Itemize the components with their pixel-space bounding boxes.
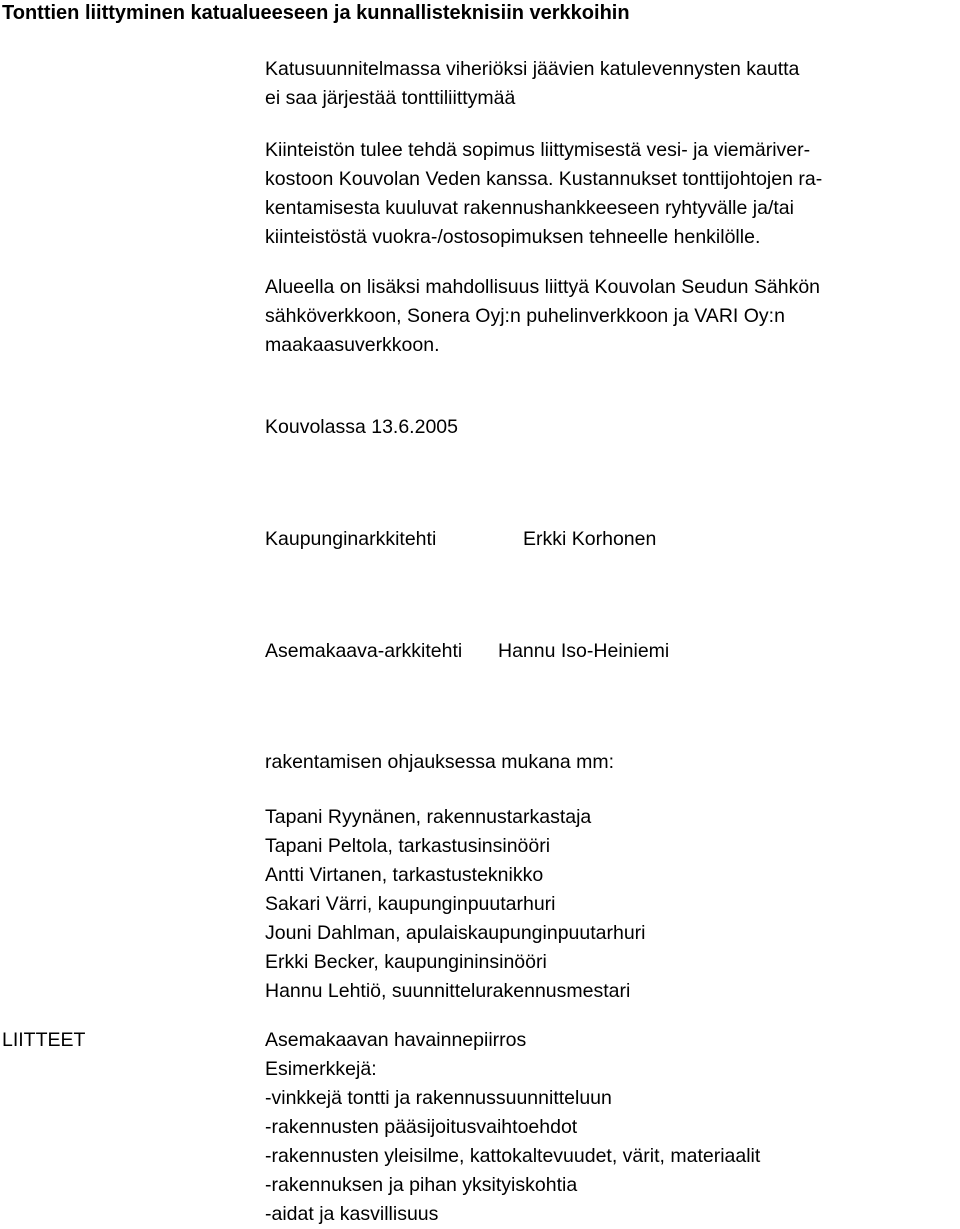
place-date: Kouvolassa 13.6.2005 bbox=[265, 416, 458, 438]
attachments-label: LIITTEET bbox=[2, 1029, 86, 1051]
paragraph-line: kiinteistöstä vuokra-/ostosopimuksen tehneelle henkilölle. bbox=[265, 226, 761, 248]
participants-list bbox=[265, 803, 646, 1006]
list-item: Antti Virtanen, tarkastusteknikko bbox=[265, 864, 544, 886]
paragraph-line: maakaasuverkkoon. bbox=[265, 334, 440, 356]
list-item: -aidat ja kasvillisuus bbox=[265, 1203, 439, 1225]
list-item: Tapani Ryynänen, rakennustarkastaja bbox=[265, 806, 592, 828]
list-item: Tapani Peltola, tarkastusinsinööri bbox=[265, 835, 551, 857]
list-item: Sakari Värri, kaupunginpuutarhuri bbox=[265, 893, 556, 915]
paragraph-water-sewer bbox=[265, 136, 955, 252]
paragraph-driveway-restriction bbox=[265, 55, 955, 113]
signature-title: Kaupunginarkkitehti bbox=[265, 528, 437, 550]
list-item: -rakennusten yleisilme, kattokaltevuudet, värit, materiaalit bbox=[265, 1145, 761, 1167]
list-item: -vinkkejä tontti ja rakennussuunnitteluun bbox=[265, 1087, 612, 1109]
list-item: -rakennusten pääsijoitusvaihtoehdot bbox=[265, 1116, 578, 1138]
guidance-intro: rakentamisen ohjauksessa mukana mm: bbox=[265, 751, 614, 773]
list-item: -rakennuksen ja pihan yksityiskohtia bbox=[265, 1174, 578, 1196]
signature-block-zoning-architect bbox=[265, 637, 670, 666]
list-item: Asemakaavan havainnepiirros bbox=[265, 1029, 527, 1051]
paragraph-line: Kiinteistön tulee tehdä sopimus liittymisestä vesi- ja viemäriver- bbox=[265, 139, 811, 161]
paragraph-line: sähköverkkoon, Sonera Oyj:n puhelinverkkoon ja VARI Oy:n bbox=[265, 305, 785, 327]
document-heading: Tonttien liittyminen katualueeseen ja kunnallisteknisiin verkkoihin bbox=[2, 2, 630, 24]
signature-name: Hannu Iso-Heiniemi bbox=[498, 640, 670, 662]
list-item: Hannu Lehtiö, suunnittelurakennusmestari bbox=[265, 980, 631, 1002]
paragraph-line: Alueella on lisäksi mahdollisuus liittyä Kouvolan Seudun Sähkön bbox=[265, 276, 821, 298]
attachments-list bbox=[265, 1026, 760, 1229]
signature-title: Asemakaava-arkkitehti bbox=[265, 640, 463, 662]
signature-block-city-architect bbox=[265, 525, 657, 554]
paragraph-line: Katusuunnitelmassa viheriöksi jäävien katulevennysten kautta bbox=[265, 58, 800, 80]
signature-name: Erkki Korhonen bbox=[523, 528, 657, 550]
list-item: Jouni Dahlman, apulaiskaupunginpuutarhuri bbox=[265, 922, 646, 944]
list-item: Erkki Becker, kaupungininsinööri bbox=[265, 951, 547, 973]
paragraph-other-networks bbox=[265, 273, 955, 360]
paragraph-line: kostoon Kouvolan Veden kanssa. Kustannukset tonttijohtojen ra- bbox=[265, 168, 823, 190]
paragraph-line: ei saa järjestää tonttiliittymää bbox=[265, 87, 516, 109]
paragraph-line: kentamisesta kuuluvat rakennushankkeeseen ryhtyvälle ja/tai bbox=[265, 197, 794, 219]
list-item: Esimerkkejä: bbox=[265, 1058, 377, 1080]
